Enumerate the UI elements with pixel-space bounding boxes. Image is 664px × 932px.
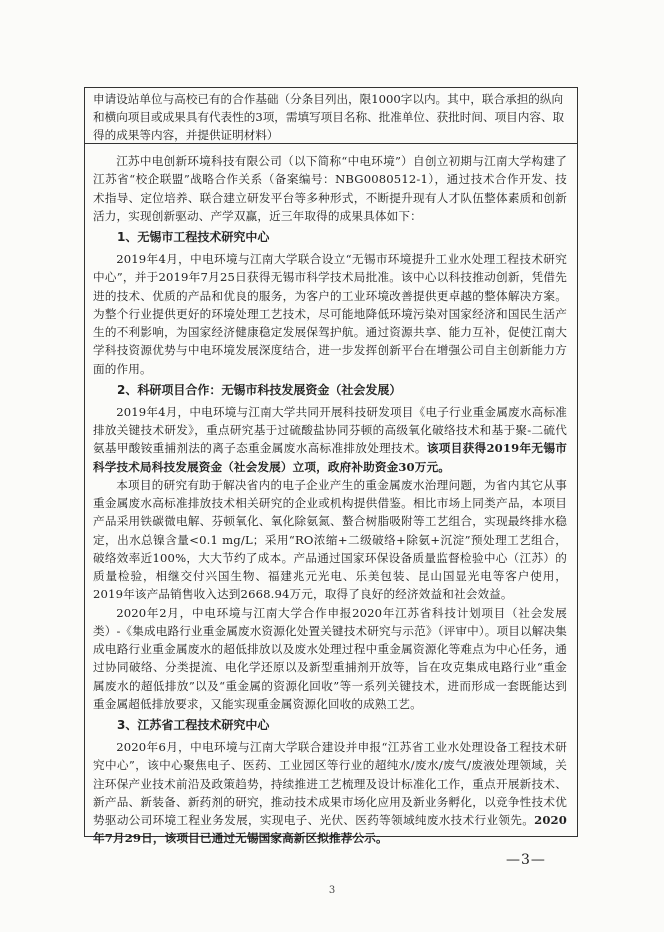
form-answer-body [85,145,577,846]
page-number-center: 3 [328,885,336,896]
section-2-paragraph-3: 2020年2月，中电环境与江南大学合作申报2020年江苏省科技计划项目（社会发展类）-《集成电路行业重金属废水资源化处置关键技术研究与示范》（评审中）。项目以解决集成电路行业重金属废水的超低排放以及废水处理过程中重金属资源化等难点为中心任务，通过协同破络、分类提流、电化学还原以及新型重捕剂开放等，旨在攻克集成电路行业“重金属废水的超低排放”以及“重金属的资源化回收”等一系列关键技术，进而形成一套既能达到重金属超低排放要求，又能实现重金属资源化回收的成熟工艺。 [93,605,567,711]
intro-paragraph: 江苏中电创新环境科技有限公司（以下简称“中电环境”）自创立初期与江南大学构建了江苏省“校企联盟”战略合作关系（备案编号：NBG0080512-1），通过技术合作开发、技术指导、定位培养、联合建立研发平台等多种形式，不断提升现有人才队伍整体素质和创新活力，实现创新驱动、产学双赢，近三年取得的成果具体如下： [93,154,567,223]
section-2-paragraph-2: 本项目的研究有助于解决省内的电子企业产生的重金属废水治理问题，为省内其它从事重金属废水高标准排放技术相关研究的企业或机构提供借鉴。相比市场上同类产品，本项目产品采用铁碳微电解、芬顿氧化、氧化除氨氮、螯合树脂吸附等工艺组合，实现最终排水稳定，出水总镍含量<0.1 mg/L；采用“RO浓缩+二级破络+除氨+沉淀”预处理工艺组合，破络效率近100%，大大节约了成本。产品通过国家环保设备质量监督检验中心（江苏）的质量检验，相继交付兴国生物、福建兆元光电、乐美包装、昆山国显光电等客户使用，2019年该产品销售收入达到2668.94万元，取得了良好的经济效益和社会效益。 [93,477,567,602]
section-3-paragraph-1: 2020年6月，中电环境与江南大学联合建设并申报“江苏省工业水处理设备工程技术研究中心”，该中心聚焦电子、医药、工业园区等行业的超纯水/废水/废气/废液处理领域，关注环保产业技术前沿及政策趋势，持续推进工艺梳理及设计标准化工作，重点开展新技术、新产品、新装备、新药剂的研究，推动技术成果市场化应用及新业务孵化，以竞争性技术优势驱动公司环境工程业务发展，实现电子、光伏、医药等领域纯废水技术行业领先。2020年7月29日，该项目已通过无锡国家高新区拟推荐公示。 [93,740,567,846]
section-heading-3: 3、江苏省工程技术研究中心 [117,718,270,732]
section-heading-1: 1、无锡市工程技术研究中心 [117,230,270,244]
form-question-box [85,88,577,144]
form-table [84,87,578,846]
form-question-text: 申请设站单位与高校已有的合作基础（分条目列出，限1000字以内。其中，联合承担的纵向和横向项目或成果具有代表性的3项，需填写项目名称、批准单位、获批时间、项目内容、取得的成果等内容，并提供证明材料） [93,92,565,142]
section-heading-2: 2、科研项目合作：无锡市科技发展资金（社会发展） [117,382,402,397]
page-number-right: —3— [506,852,546,868]
section-1-paragraph-1: 2019年4月，中电环境与江南大学联合设立“无锡市环境提升工业水处理工程技术研究中心”，并于2019年7月25日获得无锡市科学技术局批准。该中心以科技推动创新，凭借先进的技术、优质的产品和优良的服务，为客户的工业环境改善提供更卓越的整体解决方案。为整个行业提供更好的环境处理工艺技术，尽可能地降低环境污染对国家经济和国民生活产生的不利影响，为国家经济健康稳定发展保驾护航。通过资源共享、能力互补，促使江南大学科技资源优势与中电环境发展深度结合，进一步发挥创新平台在增强公司自主创新能力方面的作用。 [93,252,567,376]
section-2-paragraph-1: 2019年4月，中电环境与江南大学共同开展科技研发项目《电子行业重金属废水高标准排放关键技术研发》，重点研究基于过硫酸盐协同芬顿的高级氧化破络技术和基于聚-二硫代氨基甲酸铵重捕剂法的离子态重金属废水高标准排放处理技术。该项目获得2019年无锡市科学技术局科技发展资金（社会发展）立项，政府补助资金30万元。 [93,404,568,474]
